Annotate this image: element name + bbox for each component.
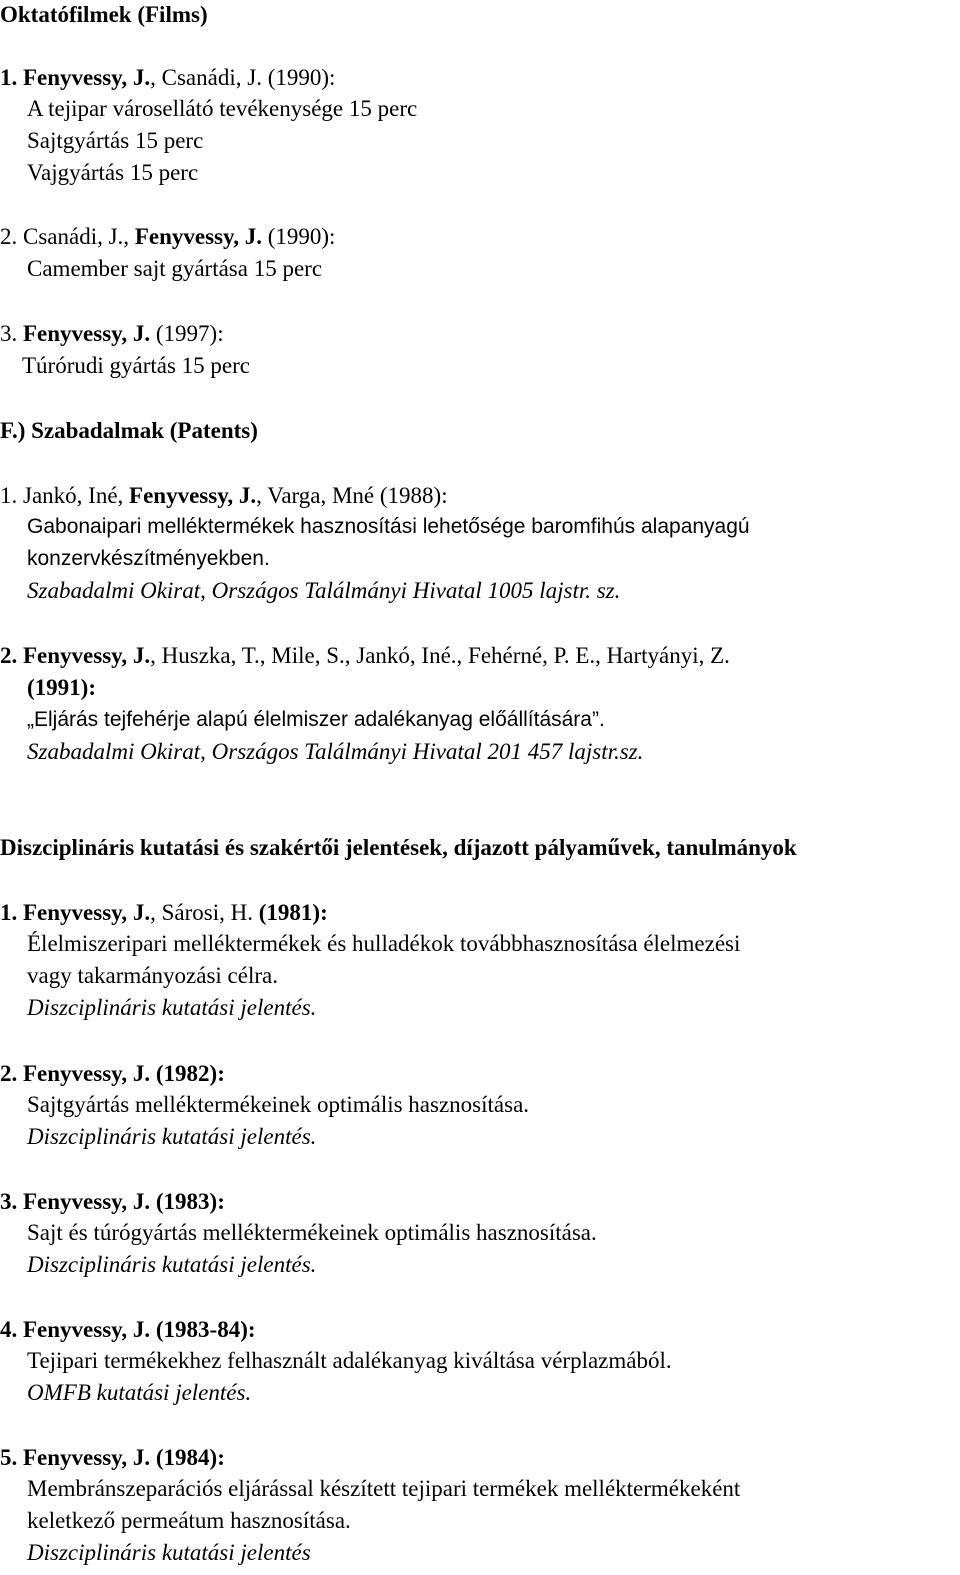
patent-1-title-1: Gabonaipari melléktermékek hasznosítási lehetősége baromfihús alapanyagú: [27, 515, 750, 538]
patent-1-title-2: konzervkészítményekben.: [27, 547, 270, 570]
report-2-source: Diszciplináris kutatási jelentés.: [27, 1124, 317, 1149]
film-3-title-1: Túrórudi gyártás 15 perc: [22, 353, 251, 378]
report-4-authors: 4. Fenyvessy, J. (1983-84):: [0, 1317, 256, 1342]
film-1-title-3: Vajgyártás 15 perc: [27, 160, 199, 185]
patent-2-authors: 2. Fenyvessy, J., Huszka, T., Mile, S., Jankó, Iné., Fehérné, P. E., Hartyányi, Z.: [0, 643, 730, 668]
report-2-authors: 2. Fenyvessy, J. (1982):: [0, 1061, 225, 1086]
patent-2-source: Szabadalmi Okirat, Országos Találmányi Hivatal 201 457 lajstr.sz.: [27, 739, 644, 764]
patent-2-title-1: „Eljárás tejfehérje alapú élelmiszer adalékanyag előállítására”.: [27, 708, 605, 731]
film-3-authors: 3. Fenyvessy, J. (1997):: [0, 321, 224, 346]
patent-2-year: (1991):: [27, 675, 96, 700]
film-1-title-1: A tejipar városellátó tevékenysége 15 perc: [27, 96, 418, 121]
patent-1-source: Szabadalmi Okirat, Országos Találmányi Hivatal 1005 lajstr. sz.: [27, 578, 621, 603]
report-1-title-2: vagy takarmányozási célra.: [27, 963, 278, 988]
report-5-title-1: Membránszeparációs eljárással készített tejipari termékek melléktermékeként: [27, 1476, 741, 1501]
report-3-authors: 3. Fenyvessy, J. (1983):: [0, 1189, 225, 1214]
report-5-source: Diszciplináris kutatási jelentés: [27, 1540, 311, 1565]
film-2-authors: 2. Csanádi, J., Fenyvessy, J. (1990):: [0, 224, 336, 249]
patent-1-authors: 1. Jankó, Iné, Fenyvessy, J., Varga, Mné (1988):: [0, 483, 448, 508]
films-heading: Oktatófilmek (Films): [0, 2, 208, 27]
report-5-title-2: keletkező permeátum hasznosítása.: [27, 1508, 351, 1533]
report-3-source: Diszciplináris kutatási jelentés.: [27, 1252, 317, 1277]
film-2-title-1: Camember sajt gyártása 15 perc: [27, 256, 323, 281]
report-5-authors: 5. Fenyvessy, J. (1984):: [0, 1445, 225, 1470]
report-4-title-1: Tejipari termékekhez felhasznált adalékanyag kiváltása vérplazmából.: [27, 1348, 672, 1373]
patents-heading: F.) Szabadalmak (Patents): [0, 418, 258, 443]
report-1-source: Diszciplináris kutatási jelentés.: [27, 995, 317, 1020]
reports-heading: Diszciplináris kutatási és szakértői jelentések, díjazott pályaművek, tanulmányok: [0, 835, 797, 860]
film-1-title-2: Sajtgyártás 15 perc: [27, 128, 204, 153]
report-1-title-1: Élelmiszeripari melléktermékek és hulladékok továbbhasznosítása élelmezési: [27, 931, 741, 956]
film-1-authors: 1. Fenyvessy, J., Csanádi, J. (1990):: [0, 65, 336, 90]
report-4-source: OMFB kutatási jelentés.: [27, 1380, 252, 1405]
report-1-authors: 1. Fenyvessy, J., Sárosi, H. (1981):: [0, 900, 328, 925]
report-3-title-1: Sajt és túrógyártás melléktermékeinek optimális hasznosítása.: [27, 1220, 597, 1245]
report-2-title-1: Sajtgyártás melléktermékeinek optimális hasznosítása.: [27, 1092, 530, 1117]
